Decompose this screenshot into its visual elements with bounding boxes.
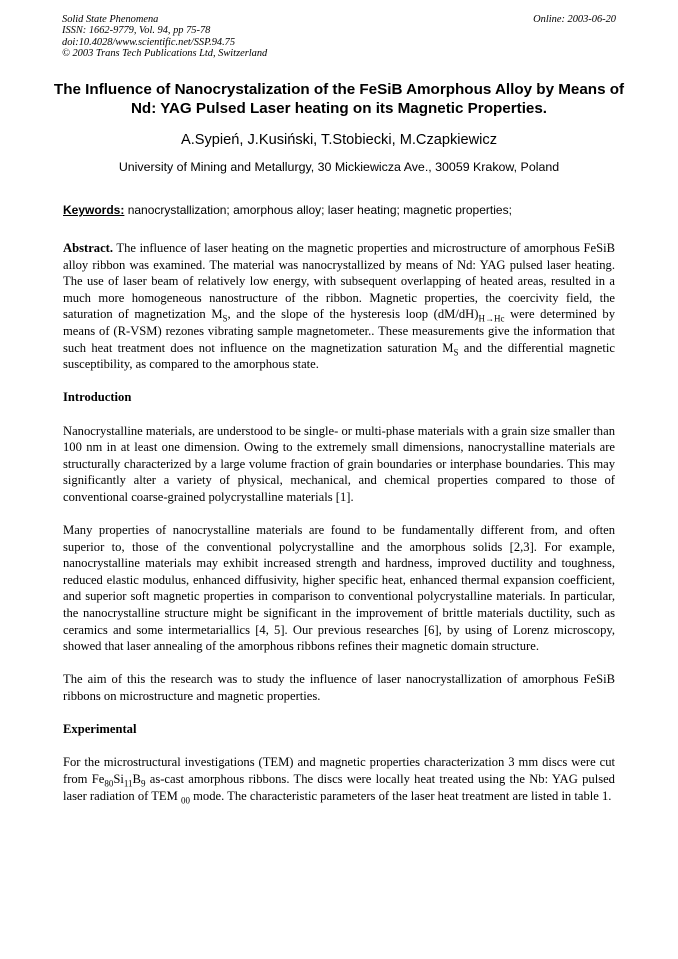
exp-text-5: mode. The characteristic parameters of the laser heat treatment are listed in table 1.	[189, 788, 612, 803]
experimental-heading: Experimental	[63, 722, 137, 737]
exp-sub-2: 11	[123, 778, 133, 789]
abstract-sub-2: H→Hc	[478, 313, 505, 324]
abstract-sub-3: S	[453, 347, 459, 358]
doi-line[interactable]: doi:10.4028/www.scientific.net/SSP.94.75	[62, 36, 236, 48]
keywords-label: Keywords:	[63, 203, 125, 217]
experimental-paragraph	[63, 754, 615, 804]
intro-paragraph-1: Nanocrystalline materials, are understood to be single- or multi-phase materials with a grain size smaller than 100 nm in at least one dimension. Owing to the extremely small dimensions, nanocrystalline materials are structurally characterized by a large volume fraction of grain boundaries or interphase boundaries. This may significantly alter a variety of physical, mechanical, and chemical properties compared to those of conventional coarse-grained polycrystalline materials [1].	[63, 423, 615, 504]
paper-authors: A.Sypień, J.Kusiński, T.Stobiecki, M.Czapkiewicz	[180, 132, 498, 148]
journal-header	[62, 14, 267, 60]
exp-text-2: Si	[113, 772, 124, 786]
abstract-paragraph	[63, 240, 615, 373]
abstract-text-1: The influence of laser heating on the magnetic properties and microstructure of amorphous FeSiB alloy ribbon was examined. The material was nanocrystallized by means of Nd: YAG pulsed laser heating. The use of laser beam of relatively low energy, with subsequent overlapping of heated areas, resulted in a much more homogeneous nanostructure of the ribbon. Magnetic properties, the coercivity field, the saturation of magnetization M	[63, 241, 615, 322]
exp-sub-1: 80	[104, 778, 114, 789]
exp-sub-4: 00	[180, 795, 190, 806]
abstract-text-2: , and the slope of the hysteresis loop (dM/dH)	[227, 307, 479, 322]
keywords-line	[63, 203, 615, 218]
exp-text-3: B	[132, 772, 141, 786]
abstract-text-4: and the differential magnetic susceptibility, as compared to the amorphous state.	[63, 340, 615, 372]
paper-affiliation: University of Mining and Metallurgy, 30 Mickiewicza Ave., 30059 Krakow, Poland	[118, 160, 560, 174]
journal-name: Solid State Phenomena	[62, 14, 159, 25]
exp-text-1: For the microstructural investigations (TEM) and magnetic properties characterization 3 mm discs were cut from Fe	[63, 755, 615, 786]
copyright-line: © 2003 Trans Tech Publications Ltd, Switzerland	[62, 48, 268, 60]
paper-body	[63, 240, 615, 804]
exp-sub-3: 9	[140, 778, 146, 789]
abstract-text-3: were determined by means of (R-VSM) rezones vibrating sample magnetometer.. These measurements give the information that such heat treatment does not influence on the magnetization saturation M	[63, 307, 615, 355]
paper-title: The Influence of Nanocrystalization of the FeSiB Amorphous Alloy by Means of Nd: YAG Pulsed Laser heating on its Magnetic Properties.	[53, 81, 625, 117]
intro-paragraph-3: The aim of this the research was to study the influence of laser nanocrystallization of amorphous FeSiB ribbons on microstructure and magnetic properties.	[63, 672, 615, 704]
exp-text-4: as-cast amorphous ribbons. The discs were locally heat treated using the Nb: YAG pulsed laser radiation of TEM	[63, 772, 615, 803]
issn-line: ISSN: 1662-9779, Vol. 94, pp 75-78	[62, 25, 211, 37]
online-date-header	[533, 14, 616, 25]
abstract-sub-1: S	[222, 313, 228, 324]
online-date: Online: 2003-06-20	[533, 14, 616, 25]
introduction-heading: Introduction	[63, 390, 132, 405]
intro-paragraph-2: Many properties of nanocrystalline materials are found to be fundamentally different from, and often superior to, those of the conventional polycrystalline and the amorphous solids [2,3]. For example, nanocrystalline materials may exhibit increased strength and hardness, improved ductility and toughness, reduced elastic modulus, enhanced diffusivity, higher specific heat, enhanced thermal expansion coefficient, and superior soft magnetic properties in comparison to conventional polycrystalline materials. In particular, the nanocrystalline structure might be significant in the improvement of brittle materials ductility, such as ceramics and some intermetariallics [4, 5]. Our previous researches [6], by using of Lorenz microscopy, showed that laser annealing of the amorphous ribbons refines their magnetic domain structure.	[63, 523, 615, 654]
abstract-label: Abstract.	[63, 241, 114, 255]
keywords-text: nanocrystallization; amorphous alloy; laser heating; magnetic properties;	[124, 203, 512, 217]
